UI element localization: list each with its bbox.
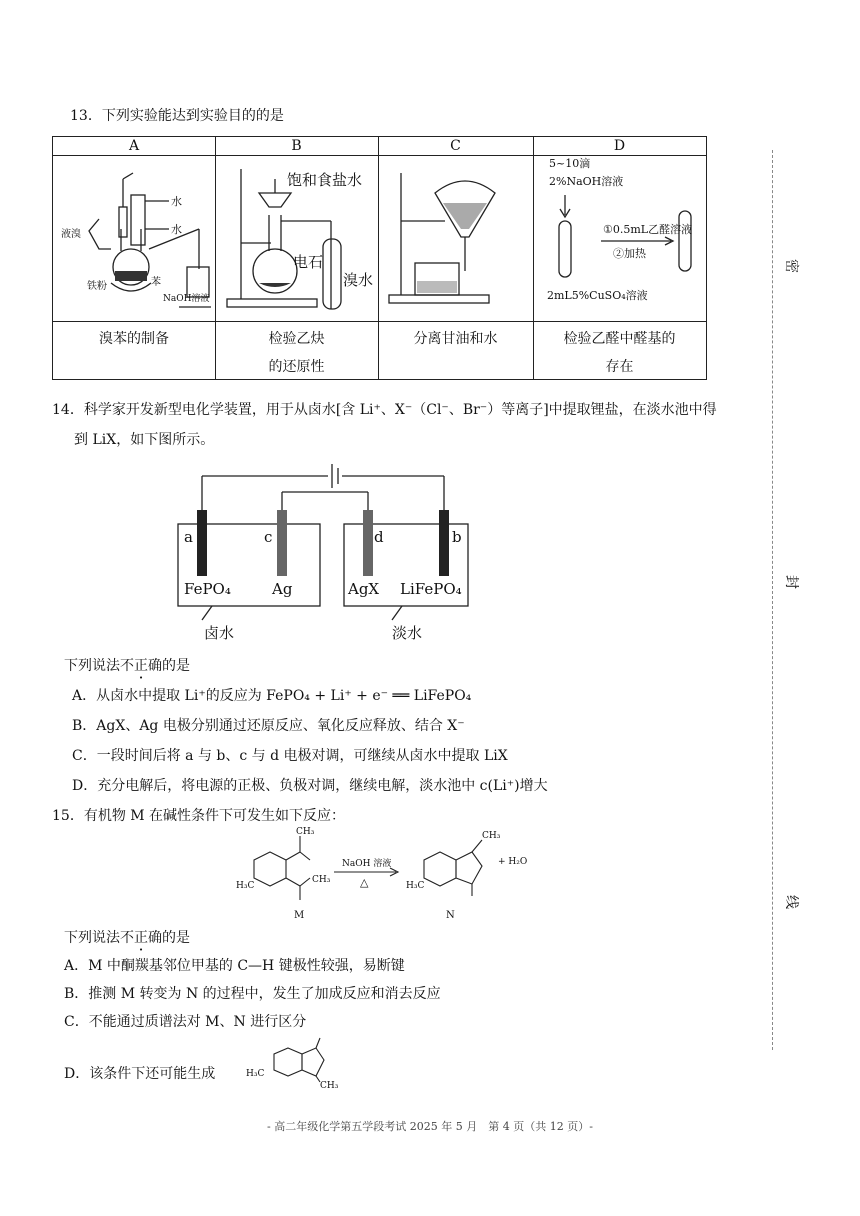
heat-symbol: △ [360, 876, 369, 889]
lifepo4-label: LiFePO₄ [400, 580, 462, 598]
purpose-a: 溴苯的制备 [99, 331, 169, 347]
q14-option-d: D．充分电解后，将电源的正极、负极对调，继续电解，淡水池中 c(Li⁺)增大 [72, 778, 548, 794]
drops-label: 5~10滴 [549, 157, 591, 170]
bromine-label: 液溴 [61, 229, 81, 240]
col-header-c: C [450, 138, 461, 154]
acetylene-apparatus-figure [219, 159, 375, 317]
col-header-a: A [128, 138, 140, 154]
q15-ask: 下列说法不正确的是 [64, 930, 190, 946]
naoh-2pct-label: 2%NaOH溶液 [549, 175, 624, 188]
plus-water-label: + H₂O [498, 857, 528, 867]
bromobenzene-apparatus-figure [59, 159, 211, 317]
iron-powder-label: 铁粉 [87, 281, 107, 292]
q15-option-b: B．推测 M 转变为 N 的过程中，发生了加成反应和消去反应 [64, 986, 441, 1002]
option-d-structure-figure [246, 1034, 346, 1088]
purpose-c: 分离甘油和水 [413, 331, 498, 347]
brine-pool-label: 卤水 [204, 624, 235, 642]
q15-option-c: C．不能通过质谱法对 M、N 进行区分 [64, 1014, 307, 1030]
experiment-table [52, 136, 707, 380]
ag-label: Ag [272, 580, 293, 598]
reaction-scheme-figure [236, 826, 546, 922]
seal-char-top: 密 [783, 259, 799, 273]
q15-stem: 15．有机物 M 在碱性条件下可发生如下反应： [52, 808, 346, 824]
fepo4-label: FePO₄ [184, 580, 231, 598]
ch3-label-n: CH₃ [482, 831, 501, 841]
electrode-b-label: b [452, 528, 462, 546]
q13-stem: 13．下列实验能达到实验目的的是 [70, 108, 284, 124]
carbide-label: 电石 [293, 253, 324, 271]
water-label-1: 水 [171, 195, 182, 208]
bromine-water-label: 溴水 [343, 271, 374, 289]
q14-option-b: B．AgX、Ag 电极分别通过还原反应、氧化反应释放、结合 X⁻ [72, 718, 465, 734]
q14-stem-line2: 到 LiX，如下图所示。 [74, 432, 215, 448]
purpose-b-line1: 检验乙炔 [268, 331, 325, 347]
ch3-label-m: CH₃ [296, 827, 315, 837]
q15-option-d: D．该条件下还可能生成 [64, 1066, 216, 1082]
purpose-b-line2: 的还原性 [268, 359, 325, 375]
heating-step-label: ②加热 [613, 247, 646, 260]
page-footer: - 高二年级化学第五学段考试 2025 年 5 月 第 4 页（共 12 页）- [267, 1120, 593, 1133]
separatory-funnel-figure [385, 159, 529, 317]
binding-line [772, 150, 773, 1050]
cuso4-label: 2mL5%CuSO₄溶液 [547, 289, 648, 302]
q14-stem-line1: 14．科学家开发新型电化学装置，用于从卤水[含 Li⁺、X⁻（Cl⁻、Br⁻）等离子]中提取锂盐，在淡水池中得 [52, 402, 717, 418]
q15-emphasis: 不正确 [120, 930, 162, 946]
purpose-d-line2: 存在 [605, 359, 634, 375]
reagent-label: NaOH 溶液 [342, 859, 392, 869]
h3c-label-d: H₃C [246, 1069, 265, 1079]
seal-char-mid: 封 [783, 575, 799, 589]
q14-emphasis: 不正确 [120, 658, 162, 674]
compound-m-label: M [294, 910, 305, 921]
purpose-d-line1: 检验乙醛中醛基的 [563, 331, 676, 347]
q14-option-c: C．一段时间后将 a 与 b、c 与 d 电极对调，可继续从卤水中提取 LiX [72, 748, 508, 764]
seal-char-bottom: 线 [783, 895, 799, 909]
compound-n-label: N [446, 910, 455, 921]
benzene-label: 苯 [151, 277, 161, 288]
ch3-label-d: CH₃ [320, 1081, 339, 1088]
aldehyde-test-figure [537, 155, 705, 317]
q14-ask: 下列说法不正确的是 [64, 658, 190, 674]
acetaldehyde-step-label: ①0.5mL乙醛溶液 [603, 223, 693, 236]
h3c-label-n: H₃C [406, 881, 425, 891]
q14-option-a: A．从卤水中提取 Li⁺的反应为 FePO₄ + Li⁺ + e⁻ ══ LiFePO₄ [72, 688, 472, 704]
electrode-c-label: c [264, 528, 273, 546]
electrochemical-device-figure [172, 460, 482, 650]
electrode-d-label: d [374, 528, 384, 546]
naoh-solution-label: NaOH溶液 [163, 294, 210, 304]
q15-option-a: A．M 中酮羰基邻位甲基的 C—H 键极性较强，易断键 [64, 958, 405, 974]
col-header-d: D [613, 138, 626, 154]
ch3-label-m2: CH₃ [312, 875, 331, 885]
col-header-b: B [291, 138, 302, 154]
brine-label: 饱和食盐水 [287, 171, 363, 189]
freshwater-pool-label: 淡水 [392, 624, 423, 642]
electrode-a-label: a [184, 528, 193, 546]
h3c-label-m: H₃C [236, 881, 255, 891]
agx-label: AgX [348, 580, 380, 598]
water-label-2: 水 [171, 223, 182, 236]
